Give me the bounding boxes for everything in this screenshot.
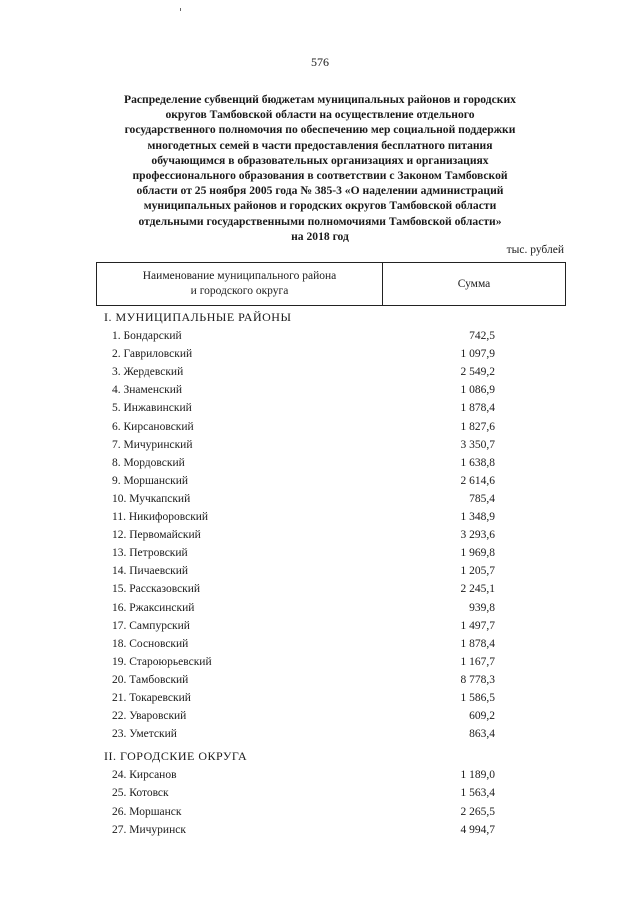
row-sum: 1 878,4: [460, 637, 495, 650]
row-sum: 3 293,6: [460, 529, 495, 542]
row-name: 23. Уметский: [112, 728, 177, 741]
row-name: 9. Моршанский: [112, 474, 189, 487]
row-name: 15. Рассказовский: [112, 583, 201, 596]
row-name: 12. Первомайский: [112, 529, 201, 542]
title-line: Распределение субвенций бюджетам муниципальных районов и городских: [124, 93, 516, 106]
row-sum: 609,2: [469, 710, 495, 723]
table-row: [112, 769, 495, 787]
document-title: [100, 92, 540, 244]
row-sum: 1 638,8: [460, 456, 495, 469]
row-sum: 1 563,4: [460, 787, 495, 800]
table-row: [112, 656, 495, 674]
table-row: [112, 638, 495, 656]
row-name: 1. Бондарский: [112, 330, 182, 342]
row-name: 26. Моршанск: [112, 805, 182, 818]
row-name: 24. Кирсанов: [112, 769, 177, 782]
row-name: 19. Староюрьевский: [112, 655, 212, 668]
title-line: отдельными государственными полномочиями Тамбовской области»: [138, 214, 502, 228]
page-number: 576: [311, 55, 329, 69]
title-line: профессионального образования в соответствии с Законом Тамбовской: [132, 169, 508, 183]
row-sum: 2 245,1: [460, 583, 495, 596]
row-sum: 2 265,5: [460, 805, 495, 818]
table-row: [112, 728, 495, 746]
row-sum: 2 549,2: [460, 366, 495, 379]
table-row: [112, 547, 495, 565]
table-row: [112, 475, 495, 493]
row-sum: 2 614,6: [460, 474, 495, 487]
row-sum: 1 167,7: [460, 655, 495, 668]
table-row: [112, 402, 495, 420]
table-row: [112, 493, 495, 511]
table-row: [112, 330, 495, 348]
units-label: тыс. рублей: [506, 244, 564, 256]
table-row: [112, 620, 495, 638]
row-sum: 1 586,5: [460, 692, 495, 704]
row-name: 6. Кирсановский: [112, 420, 194, 433]
table-row: [112, 457, 495, 475]
row-sum: 742,5: [469, 330, 495, 342]
section-heading: I. МУНИЦИПАЛЬНЫЕ РАЙОНЫ: [104, 310, 292, 324]
title-line: многодетных семей в части предоставления бесплатного питания: [147, 138, 493, 152]
table-row: [112, 384, 495, 402]
row-name: 22. Уваровский: [112, 710, 187, 723]
row-sum: 1 189,0: [460, 769, 495, 782]
row-sum: 1 497,7: [460, 619, 495, 632]
row-sum: 1 878,4: [460, 402, 495, 415]
scan-mark: [180, 8, 181, 11]
row-sum: 939,8: [469, 601, 495, 614]
row-sum: 3 350,7: [460, 438, 495, 451]
row-sum: 4 994,7: [460, 823, 495, 836]
table-row: [112, 806, 495, 824]
row-name: 8. Мордовский: [112, 456, 185, 469]
row-name: 18. Сосновский: [112, 637, 189, 650]
row-name: 16. Ржаксинский: [112, 601, 195, 614]
table-row: [112, 529, 495, 547]
row-name: 20. Тамбовский: [112, 673, 189, 686]
row-sum: 1 969,8: [460, 547, 495, 560]
table-row: [112, 787, 495, 805]
table-row: [112, 583, 495, 601]
section-heading: II. ГОРОДСКИЕ ОКРУГА: [104, 749, 248, 764]
title-line: обучающимся в образовательных организациях и организациях: [151, 153, 489, 167]
table-row: [112, 439, 495, 457]
row-name: 11. Никифоровский: [112, 511, 209, 523]
column-header-name-line2: и городского округа: [190, 285, 289, 297]
column-header-name-line1: Наименование муниципального района: [142, 270, 337, 282]
table-row: [112, 824, 495, 842]
row-name: 3. Жердевский: [112, 366, 184, 379]
row-name: 2. Гавриловский: [112, 348, 193, 361]
row-name: 5. Инжавинский: [112, 402, 192, 415]
row-name: 17. Сампурский: [112, 619, 190, 632]
table-row: [112, 674, 495, 692]
row-name: 25. Котовск: [112, 787, 169, 800]
row-sum: 8 778,3: [460, 673, 495, 686]
row-name: 21. Токаревский: [112, 692, 191, 704]
title-line: муниципальных районов и городских округов Тамбовской области: [143, 199, 497, 213]
title-line: государственного полномочия по обеспечению мер социальной поддержки: [124, 123, 516, 137]
table-row: [112, 421, 495, 439]
row-sum: 1 205,7: [460, 565, 495, 578]
row-name: 14. Пичаевский: [112, 565, 189, 578]
column-header-sum: Сумма: [383, 263, 566, 306]
table-header: [96, 262, 566, 306]
title-line: округов Тамбовской области на осуществление отдельного: [165, 108, 475, 122]
row-name: 27. Мичуринск: [112, 823, 186, 836]
table-row: [112, 348, 495, 366]
table-row: [112, 511, 495, 529]
column-header-name: [97, 263, 383, 306]
row-name: 7. Мичуринский: [112, 438, 193, 451]
title-line: области от 25 ноября 2005 года № 385-3 «О наделении администраций: [136, 184, 504, 198]
title-line: на 2018 год: [291, 229, 349, 243]
table-row: [112, 366, 495, 384]
row-sum: 785,4: [469, 492, 495, 505]
row-sum: 1 097,9: [460, 348, 495, 361]
row-name: 4. Знаменский: [112, 384, 183, 397]
row-sum: 1 827,6: [460, 420, 495, 433]
row-name: 10. Мучкапский: [112, 492, 191, 505]
table-row: [112, 710, 495, 728]
table-row: [112, 692, 495, 710]
row-sum: 863,4: [469, 728, 495, 741]
row-sum: 1 086,9: [460, 384, 495, 397]
table-row: [112, 602, 495, 620]
table-row: [112, 565, 495, 583]
row-name: 13. Петровский: [112, 547, 188, 560]
row-sum: 1 348,9: [460, 511, 495, 523]
